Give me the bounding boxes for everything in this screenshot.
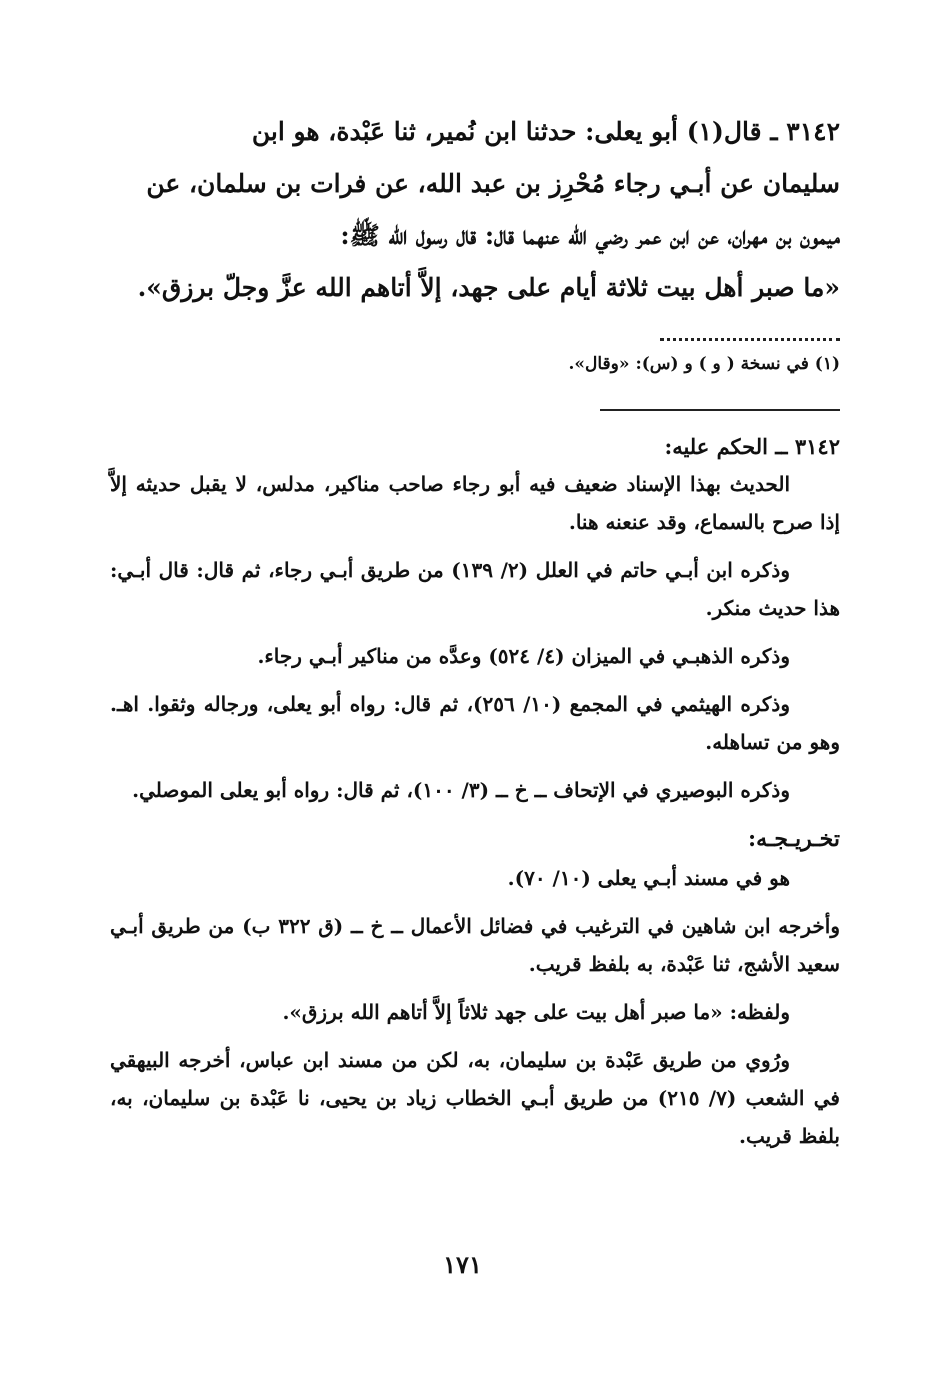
section-divider <box>600 409 840 411</box>
takhrij-paragraph: ورُوي من طريق عَبْدة بن سليمان، به، لكن من مسند ابن عباس، أخرجه البيهقي في الشعب (٧/ ٢١٥) من طريق أبـي الخطاب زياد بن يحيى، نا عَبْدة بن سليمان، به، بلفظ قريب. <box>110 1048 840 1148</box>
takhrij-paragraph: وأخرجه ابن شاهين في الترغيب في فضائل الأعمال ــ خ ــ (ق ٣٢٢ ب) من طريق أبـي سعيد الأشج، ثنا عَبْدة، به بلفظ قريب. <box>110 914 840 976</box>
hadith-line: ٣١٤٢ ـ قال(١) أبو يعلى: حدثنا ابن نُمير، ثنا عَبْدة، هو ابن <box>251 117 840 146</box>
hadith-line: «ما صبر أهل بيت ثلاثة أيام على جهد، إلاَّ أتاهم الله عزَّ وجلّ برزق». <box>137 273 840 302</box>
takhrij-paragraph: هو في مسند أبـي يعلى (١٠/ ٧٠). <box>507 866 790 890</box>
ruling-paragraph: وذكره الهيثمي في المجمع (١٠/ ٢٥٦)، ثم قال: رواه أبو يعلى، ورجاله وثقوا. اهـ. وهو من تساهله. <box>110 692 840 754</box>
page-body <box>110 106 840 1165</box>
ruling-paragraph: وذكره ابن أبـي حاتم في العلل (٢/ ١٣٩) من طريق أبـي رجاء، ثم قال: قال أبـي: هذا حديث منكر. <box>110 558 840 620</box>
page-number: ١٧١ <box>443 1250 482 1279</box>
footnote: (١) في نسخة ( و ) و (س): «وقال». <box>568 354 840 374</box>
ruling-paragraph: وذكره البوصيري في الإتحاف ــ خ ــ (٣/ ١٠٠)، ثم قال: رواه أبو يعلى الموصلي. <box>132 778 790 802</box>
hadith-line: سليمان عن أبـي رجاء مُحْرِز بن عبد الله، عن فرات بن سلمان، عن <box>146 169 840 198</box>
hadith-text <box>110 106 840 314</box>
hadith-line: ميمون بن مهران، عن ابن عمر رضي الله عنهما قال: قال رسول الله ﷺ: <box>340 221 840 250</box>
takhrij-heading: تخـريـجـه: <box>747 826 840 852</box>
takhrij-paragraph: ولفظه: «ما صبر أهل بيت على جهد ثلاثاً إلاَّ أتاهم الله برزق». <box>282 1000 790 1024</box>
ruling-paragraph: الحديث بهذا الإسناد ضعيف فيه أبو رجاء صاحب مناكير، مدلس، لا يقبل حديثه إلاَّ إذا صرح بالسماع، وقد عنعنه هنا. <box>110 472 840 534</box>
footnote-separator <box>660 328 840 341</box>
ruling-heading: ٣١٤٢ ــ الحكم عليه: <box>664 434 840 459</box>
ruling-paragraph: وذكره الذهبـي في الميزان (٤/ ٥٢٤) وعدَّه من مناكير أبـي رجاء. <box>257 644 790 668</box>
